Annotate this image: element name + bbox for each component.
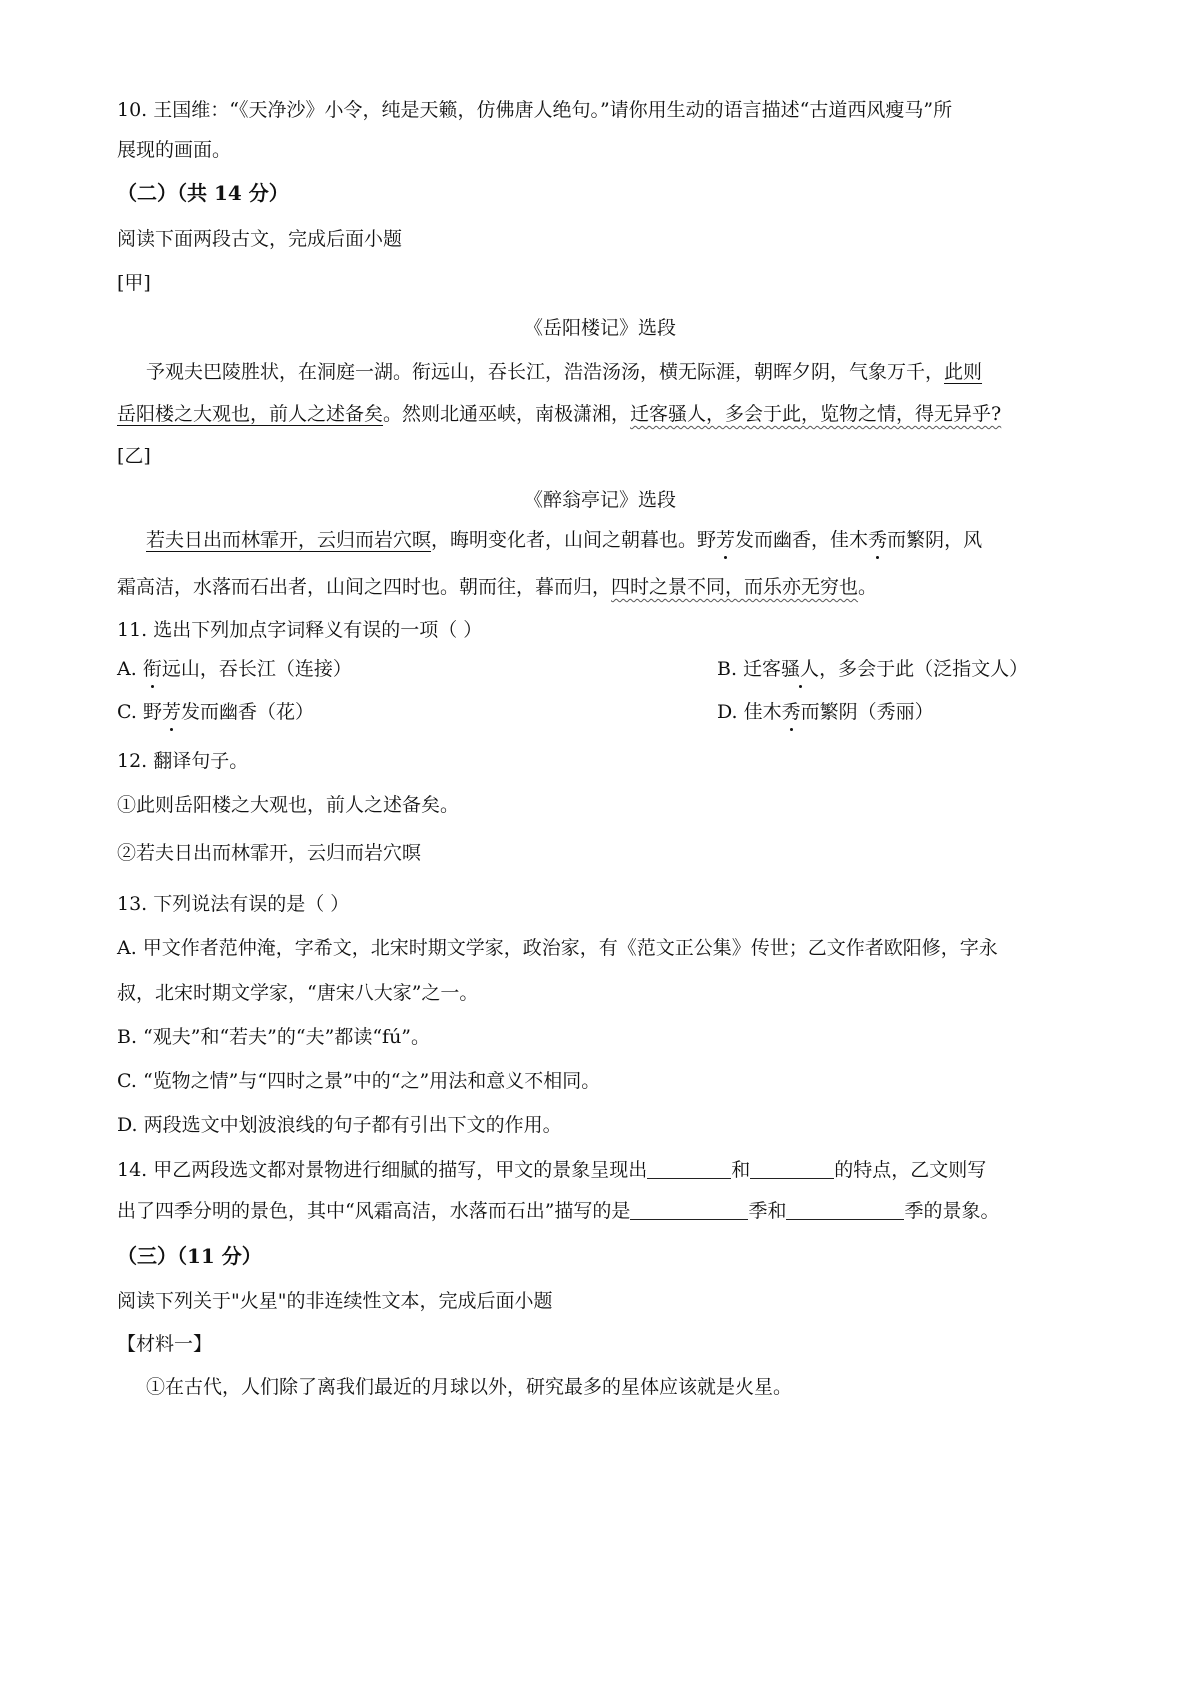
yi-dotted-char-2: 秀 [868, 529, 888, 551]
yi-text-3: 而繁阴，风 [887, 529, 983, 551]
yi-line-2 [117, 574, 877, 600]
q14-text-and: 和 [731, 1159, 751, 1181]
yi-underlined-sentence: 若夫日出而林霏开，云归而岩穴暝 [146, 529, 432, 551]
q13-stem: 13. 下列说法有误的是（ ） [117, 893, 350, 915]
yi-text: ，晦明变化者，山间之朝暮也。野 [431, 529, 717, 551]
yi-wavy-sentence: 四时之景不同，而乐亦无穷也 [611, 576, 859, 598]
title-jia: 《岳阳楼记》选段 [523, 317, 676, 339]
q13-option-a-line-2: 叔，北宋时期文学家，“唐宋八大家”之一。 [117, 982, 479, 1004]
q14-blank-2[interactable] [750, 1158, 834, 1179]
label-yi: [乙] [117, 445, 151, 467]
q14-blank-3[interactable] [630, 1199, 748, 1220]
q11-options-row-1 [117, 656, 1117, 682]
yi-text-end: 。 [858, 576, 878, 598]
q14-line-2 [117, 1198, 999, 1224]
q13-option-b[interactable]: B. “观夫”和“若夫”的“夫”都读“fú”。 [117, 1026, 431, 1048]
jia-text-2: 。然则北通巫峡，南极潇湘， [383, 403, 631, 425]
q14-text: 14. 甲乙两段选文都对景物进行细腻的描写，甲文的景象呈现出 [117, 1159, 648, 1181]
section-2-heading: （二）（共 14 分） [117, 181, 289, 205]
q11-option-c[interactable]: C. 野芳发而幽香（花） [117, 701, 314, 723]
q14-blank-4[interactable] [786, 1199, 904, 1220]
yi-line-1 [146, 527, 982, 553]
section-3-instruction: 阅读下列关于"火星"的非连续性文本，完成后面小题 [117, 1290, 553, 1312]
jia-underlined-sentence: 岳阳楼之大观也，前人之述备矣 [117, 403, 384, 425]
jia-line-2 [117, 401, 1001, 427]
q11-option-d[interactable]: D. 佳木秀而繁阴（秀丽） [717, 701, 934, 723]
yi-dotted-char: 芳 [716, 529, 736, 551]
q13-option-c[interactable]: C. “览物之情”与“四时之景”中的“之”用法和意义不相同。 [117, 1070, 601, 1092]
q11-options-row-2 [117, 699, 1117, 725]
yi-text-4: 霜高洁，水落而石出者，山间之四时也。朝而往，暮而归， [117, 576, 612, 598]
q12-stem: 12. 翻译句子。 [117, 750, 249, 772]
section-2-instruction: 阅读下面两段古文，完成后面小题 [117, 228, 403, 250]
title-yi: 《醉翁亭记》选段 [523, 489, 676, 511]
jia-text: 予观夫巴陵胜状，在洞庭一湖。衔远山，吞长江，浩浩汤汤，横无际涯，朝晖夕阴，气象万千， [146, 361, 945, 383]
jia-wavy-sentence: 迁客骚人，多会于此，览物之情，得无异乎? [630, 403, 1002, 425]
q13-option-d[interactable]: D. 两段选文中划波浪线的句子都有引出下文的作用。 [117, 1114, 562, 1136]
jia-line-1 [146, 359, 982, 385]
q14-text-3: 出了四季分明的景色，其中“风霜高洁，水落而石出”描写的是 [117, 1200, 631, 1222]
q12-sentence-1: ①此则岳阳楼之大观也，前人之述备矣。 [117, 794, 460, 816]
jia-underlined-sentence-start: 此则 [944, 361, 983, 383]
q11-option-a[interactable]: A. 衔远山，吞长江（连接） [117, 658, 352, 680]
q11-stem: 11. 选出下列加点字词释义有误的一项（ ） [117, 619, 483, 641]
q14-text-5: 季的景象。 [904, 1200, 1000, 1222]
q14-text-4: 季和 [748, 1200, 787, 1222]
q10-line-1: 10. 王国维：“《天净沙》小令，纯是天籁，仿佛唐人绝句。”请你用生动的语言描述“古道西风瘦马”所 [117, 99, 953, 121]
material-1-label: 【材料一】 [117, 1333, 213, 1355]
q12-sentence-2: ②若夫日出而林霏开，云归而岩穴暝 [117, 842, 422, 864]
label-jia: [甲] [117, 272, 151, 294]
q10-line-2: 展现的画面。 [117, 139, 232, 161]
q11-option-b[interactable]: B. 迁客骚人，多会于此（泛指文人） [717, 658, 1029, 680]
q14-text-2: 的特点，乙文则写 [834, 1159, 987, 1181]
q14-line-1 [117, 1157, 986, 1183]
yi-text-2: 发而幽香，佳木 [735, 529, 869, 551]
q14-blank-1[interactable] [647, 1158, 731, 1179]
material-1-paragraph-1: ①在古代，人们除了离我们最近的月球以外，研究最多的星体应该就是火星。 [146, 1376, 793, 1398]
section-3-heading: （三）（11 分） [117, 1244, 262, 1268]
q13-option-a-line-1[interactable]: A. 甲文作者范仲淹，字希文，北宋时期文学家，政治家，有《范文正公集》传世；乙文作者欧阳修，字永 [117, 937, 998, 959]
